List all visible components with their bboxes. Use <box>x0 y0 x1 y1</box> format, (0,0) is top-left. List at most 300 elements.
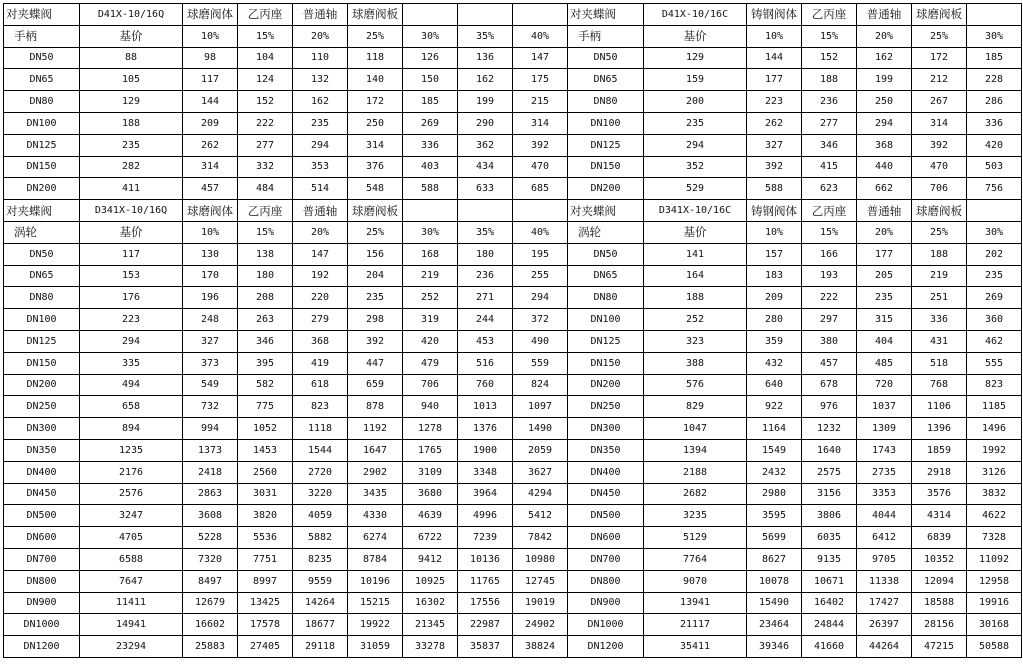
right-pipe-size: DN500 <box>568 505 644 527</box>
right-price-value: 346 <box>802 134 857 156</box>
left-discount-rate: 15% <box>238 25 293 47</box>
right-price-value: 11092 <box>967 548 1022 570</box>
table-row <box>4 396 1022 418</box>
right-operator-label: 涡轮 <box>568 221 644 243</box>
left-price-value: 10196 <box>348 570 403 592</box>
left-price-value: 4059 <box>293 505 348 527</box>
left-price-value: 3348 <box>458 461 513 483</box>
right-pipe-size: DN800 <box>568 570 644 592</box>
left-empty-cell <box>513 4 568 26</box>
right-discount-rate: 20% <box>857 25 912 47</box>
right-price-value: 294 <box>644 134 747 156</box>
left-price-value: 14941 <box>80 614 183 636</box>
right-price-value: 3235 <box>644 505 747 527</box>
right-price-value: 209 <box>747 287 802 309</box>
left-price-value: 98 <box>183 47 238 69</box>
right-price-value: 21117 <box>644 614 747 636</box>
left-price-value: 3435 <box>348 483 403 505</box>
left-price-value: 180 <box>238 265 293 287</box>
table-header-row <box>4 25 1022 47</box>
left-category-title: 对夹蝶阀 <box>4 200 80 222</box>
left-price-value: 10980 <box>513 548 568 570</box>
right-pipe-size: DN450 <box>568 483 644 505</box>
left-price-value: 223 <box>80 309 183 331</box>
left-price-value: 236 <box>458 265 513 287</box>
left-price-value: 2176 <box>80 461 183 483</box>
right-pipe-size: DN400 <box>568 461 644 483</box>
left-price-value: 823 <box>293 396 348 418</box>
left-pipe-size: DN500 <box>4 505 80 527</box>
left-price-value: 7647 <box>80 570 183 592</box>
left-price-value: 294 <box>293 134 348 156</box>
left-price-value: 760 <box>458 374 513 396</box>
right-price-value: 432 <box>747 352 802 374</box>
right-pipe-size: DN100 <box>568 309 644 331</box>
left-price-value: 3031 <box>238 483 293 505</box>
right-price-value: 706 <box>912 178 967 200</box>
right-price-value: 188 <box>802 69 857 91</box>
right-price-value: 623 <box>802 178 857 200</box>
left-pipe-size: DN200 <box>4 178 80 200</box>
left-pipe-size: DN150 <box>4 156 80 178</box>
right-discount-rate: 25% <box>912 25 967 47</box>
right-price-value: 1106 <box>912 396 967 418</box>
left-pipe-size: DN350 <box>4 439 80 461</box>
left-price-value: 332 <box>238 156 293 178</box>
left-discount-rate: 35% <box>458 221 513 243</box>
right-price-value: 1549 <box>747 439 802 461</box>
left-price-value: 2560 <box>238 461 293 483</box>
left-price-value: 353 <box>293 156 348 178</box>
left-pipe-size: DN125 <box>4 134 80 156</box>
left-category-title: 对夹蝶阀 <box>4 4 80 26</box>
left-price-value: 27405 <box>238 636 293 658</box>
right-price-value: 212 <box>912 69 967 91</box>
left-price-value: 220 <box>293 287 348 309</box>
table-row <box>4 287 1022 309</box>
right-price-value: 205 <box>857 265 912 287</box>
left-price-value: 1192 <box>348 418 403 440</box>
left-price-value: 335 <box>80 352 183 374</box>
left-price-value: 88 <box>80 47 183 69</box>
table-row <box>4 374 1022 396</box>
left-price-value: 1900 <box>458 439 513 461</box>
left-price-value: 279 <box>293 309 348 331</box>
left-price-value: 17556 <box>458 592 513 614</box>
right-price-value: 286 <box>967 91 1022 113</box>
left-price-value: 1013 <box>458 396 513 418</box>
right-pipe-size: DN50 <box>568 47 644 69</box>
left-price-value: 373 <box>183 352 238 374</box>
right-price-value: 420 <box>967 134 1022 156</box>
right-price-value: 41660 <box>802 636 857 658</box>
left-price-value: 172 <box>348 91 403 113</box>
left-material-label: 普通轴 <box>293 4 348 26</box>
left-price-value: 132 <box>293 69 348 91</box>
left-price-value: 117 <box>80 243 183 265</box>
right-price-value: 183 <box>747 265 802 287</box>
left-price-value: 144 <box>183 91 238 113</box>
right-price-value: 1164 <box>747 418 802 440</box>
left-price-value: 255 <box>513 265 568 287</box>
left-model-code: D41X-10/16Q <box>80 4 183 26</box>
left-pipe-size: DN150 <box>4 352 80 374</box>
left-discount-rate: 40% <box>513 221 568 243</box>
left-price-value: 548 <box>348 178 403 200</box>
left-pipe-size: DN80 <box>4 91 80 113</box>
left-discount-rate: 40% <box>513 25 568 47</box>
right-price-value: 6035 <box>802 527 857 549</box>
right-price-value: 518 <box>912 352 967 374</box>
left-price-value: 8497 <box>183 570 238 592</box>
right-price-value: 159 <box>644 69 747 91</box>
table-row <box>4 112 1022 134</box>
right-price-value: 9705 <box>857 548 912 570</box>
left-pipe-size: DN900 <box>4 592 80 614</box>
left-discount-rate: 30% <box>403 25 458 47</box>
right-price-value: 976 <box>802 396 857 418</box>
left-price-value: 22987 <box>458 614 513 636</box>
left-price-value: 219 <box>403 265 458 287</box>
right-price-value: 8627 <box>747 548 802 570</box>
left-price-value: 395 <box>238 352 293 374</box>
left-price-value: 29118 <box>293 636 348 658</box>
left-price-value: 775 <box>238 396 293 418</box>
right-price-value: 2188 <box>644 461 747 483</box>
left-price-value: 457 <box>183 178 238 200</box>
right-pipe-size: DN125 <box>568 134 644 156</box>
right-price-value: 251 <box>912 287 967 309</box>
right-price-value: 2432 <box>747 461 802 483</box>
right-price-value: 555 <box>967 352 1022 374</box>
left-price-value: 447 <box>348 352 403 374</box>
right-discount-rate: 15% <box>802 221 857 243</box>
left-price-value: 11411 <box>80 592 183 614</box>
left-price-value: 294 <box>80 330 183 352</box>
right-base-price-label: 基价 <box>644 221 747 243</box>
right-price-value: 129 <box>644 47 747 69</box>
left-price-value: 582 <box>238 374 293 396</box>
left-price-value: 180 <box>458 243 513 265</box>
right-material-label: 乙丙座 <box>802 4 857 26</box>
right-material-label: 球磨阀板 <box>912 200 967 222</box>
left-price-value: 1544 <box>293 439 348 461</box>
right-price-value: 152 <box>802 47 857 69</box>
left-price-value: 368 <box>293 330 348 352</box>
left-price-value: 196 <box>183 287 238 309</box>
right-price-value: 24844 <box>802 614 857 636</box>
left-price-value: 10925 <box>403 570 458 592</box>
right-discount-rate: 10% <box>747 25 802 47</box>
right-price-value: 3832 <box>967 483 1022 505</box>
right-price-value: 640 <box>747 374 802 396</box>
right-base-price-label: 基价 <box>644 25 747 47</box>
left-price-value: 250 <box>348 112 403 134</box>
right-pipe-size: DN80 <box>568 91 644 113</box>
right-price-value: 352 <box>644 156 747 178</box>
right-price-value: 1185 <box>967 396 1022 418</box>
left-price-value: 314 <box>513 112 568 134</box>
right-price-value: 262 <box>747 112 802 134</box>
left-price-value: 336 <box>403 134 458 156</box>
right-price-value: 12094 <box>912 570 967 592</box>
right-price-value: 314 <box>912 112 967 134</box>
left-price-value: 319 <box>403 309 458 331</box>
right-price-value: 1640 <box>802 439 857 461</box>
left-price-value: 5228 <box>183 527 238 549</box>
left-empty-cell <box>458 4 513 26</box>
right-discount-rate: 25% <box>912 221 967 243</box>
left-material-label: 乙丙座 <box>238 200 293 222</box>
left-price-value: 185 <box>403 91 458 113</box>
left-pipe-size: DN400 <box>4 461 80 483</box>
table-row <box>4 134 1022 156</box>
left-price-value: 549 <box>183 374 238 396</box>
left-price-value: 1278 <box>403 418 458 440</box>
valve-price-table <box>3 3 1022 658</box>
left-pipe-size: DN50 <box>4 243 80 265</box>
left-discount-rate: 25% <box>348 221 403 243</box>
left-pipe-size: DN65 <box>4 69 80 91</box>
price-sheet <box>3 3 1017 658</box>
left-price-value: 376 <box>348 156 403 178</box>
left-discount-rate: 10% <box>183 221 238 243</box>
left-price-value: 1097 <box>513 396 568 418</box>
left-pipe-size: DN600 <box>4 527 80 549</box>
left-price-value: 195 <box>513 243 568 265</box>
left-price-value: 392 <box>348 330 403 352</box>
right-price-value: 252 <box>644 309 747 331</box>
left-operator-label: 涡轮 <box>4 221 80 243</box>
table-title-row <box>4 200 1022 222</box>
left-price-value: 8784 <box>348 548 403 570</box>
left-price-value: 9412 <box>403 548 458 570</box>
left-price-value: 262 <box>183 134 238 156</box>
right-price-value: 294 <box>857 112 912 134</box>
left-price-value: 411 <box>80 178 183 200</box>
right-price-value: 223 <box>747 91 802 113</box>
right-pipe-size: DN250 <box>568 396 644 418</box>
left-discount-rate: 20% <box>293 25 348 47</box>
left-pipe-size: DN125 <box>4 330 80 352</box>
right-empty-cell <box>967 200 1022 222</box>
left-price-value: 175 <box>513 69 568 91</box>
left-price-value: 878 <box>348 396 403 418</box>
left-price-value: 7751 <box>238 548 293 570</box>
right-price-value: 1743 <box>857 439 912 461</box>
left-pipe-size: DN80 <box>4 287 80 309</box>
right-pipe-size: DN100 <box>568 112 644 134</box>
left-price-value: 824 <box>513 374 568 396</box>
left-price-value: 588 <box>403 178 458 200</box>
left-price-value: 19922 <box>348 614 403 636</box>
left-price-value: 3247 <box>80 505 183 527</box>
right-discount-rate: 30% <box>967 221 1022 243</box>
left-price-value: 372 <box>513 309 568 331</box>
left-price-value: 168 <box>403 243 458 265</box>
left-price-value: 282 <box>80 156 183 178</box>
left-price-value: 12745 <box>513 570 568 592</box>
left-price-value: 235 <box>293 112 348 134</box>
right-price-value: 415 <box>802 156 857 178</box>
table-row <box>4 636 1022 658</box>
right-price-value: 44264 <box>857 636 912 658</box>
right-category-title: 对夹蝶阀 <box>568 200 644 222</box>
right-empty-cell <box>967 4 1022 26</box>
table-row <box>4 265 1022 287</box>
right-price-value: 5129 <box>644 527 747 549</box>
left-discount-rate: 35% <box>458 25 513 47</box>
right-price-value: 188 <box>912 243 967 265</box>
left-price-value: 188 <box>80 112 183 134</box>
left-price-value: 403 <box>403 156 458 178</box>
left-base-price-label: 基价 <box>80 221 183 243</box>
left-price-value: 7320 <box>183 548 238 570</box>
left-price-value: 685 <box>513 178 568 200</box>
right-price-value: 18588 <box>912 592 967 614</box>
right-pipe-size: DN65 <box>568 265 644 287</box>
right-price-value: 336 <box>967 112 1022 134</box>
right-price-value: 829 <box>644 396 747 418</box>
right-price-value: 236 <box>802 91 857 113</box>
left-price-value: 658 <box>80 396 183 418</box>
left-price-value: 5882 <box>293 527 348 549</box>
left-price-value: 17578 <box>238 614 293 636</box>
right-price-value: 250 <box>857 91 912 113</box>
right-price-value: 9070 <box>644 570 747 592</box>
right-model-code: D341X-10/16C <box>644 200 747 222</box>
right-price-value: 30168 <box>967 614 1022 636</box>
table-row <box>4 178 1022 200</box>
right-pipe-size: DN200 <box>568 178 644 200</box>
left-empty-cell <box>403 200 458 222</box>
left-pipe-size: DN300 <box>4 418 80 440</box>
left-price-value: 479 <box>403 352 458 374</box>
left-price-value: 1376 <box>458 418 513 440</box>
left-price-value: 4705 <box>80 527 183 549</box>
left-price-value: 208 <box>238 287 293 309</box>
left-price-value: 263 <box>238 309 293 331</box>
right-price-value: 576 <box>644 374 747 396</box>
left-price-value: 1373 <box>183 439 238 461</box>
right-price-value: 392 <box>912 134 967 156</box>
left-price-value: 21345 <box>403 614 458 636</box>
left-price-value: 277 <box>238 134 293 156</box>
right-price-value: 26397 <box>857 614 912 636</box>
left-price-value: 514 <box>293 178 348 200</box>
left-price-value: 162 <box>458 69 513 91</box>
left-price-value: 4330 <box>348 505 403 527</box>
left-price-value: 494 <box>80 374 183 396</box>
left-price-value: 516 <box>458 352 513 374</box>
left-price-value: 129 <box>80 91 183 113</box>
left-material-label: 普通轴 <box>293 200 348 222</box>
left-pipe-size: DN65 <box>4 265 80 287</box>
left-price-value: 5536 <box>238 527 293 549</box>
left-price-value: 104 <box>238 47 293 69</box>
right-price-value: 720 <box>857 374 912 396</box>
right-price-value: 462 <box>967 330 1022 352</box>
right-price-value: 359 <box>747 330 802 352</box>
left-price-value: 434 <box>458 156 513 178</box>
left-price-value: 176 <box>80 287 183 309</box>
right-price-value: 503 <box>967 156 1022 178</box>
right-material-label: 铸钢阀体 <box>747 4 802 26</box>
right-price-value: 2682 <box>644 483 747 505</box>
right-price-value: 529 <box>644 178 747 200</box>
left-price-value: 4294 <box>513 483 568 505</box>
left-price-value: 140 <box>348 69 403 91</box>
left-price-value: 136 <box>458 47 513 69</box>
left-discount-rate: 20% <box>293 221 348 243</box>
right-price-value: 269 <box>967 287 1022 309</box>
left-price-value: 31059 <box>348 636 403 658</box>
left-price-value: 994 <box>183 418 238 440</box>
left-price-value: 204 <box>348 265 403 287</box>
left-price-value: 11765 <box>458 570 513 592</box>
right-price-value: 11338 <box>857 570 912 592</box>
left-price-value: 35837 <box>458 636 513 658</box>
left-price-value: 6722 <box>403 527 458 549</box>
left-price-value: 117 <box>183 69 238 91</box>
table-row <box>4 505 1022 527</box>
right-price-value: 144 <box>747 47 802 69</box>
left-price-value: 559 <box>513 352 568 374</box>
right-pipe-size: DN700 <box>568 548 644 570</box>
right-pipe-size: DN200 <box>568 374 644 396</box>
right-price-value: 235 <box>967 265 1022 287</box>
right-price-value: 199 <box>857 69 912 91</box>
left-price-value: 1235 <box>80 439 183 461</box>
left-price-value: 16302 <box>403 592 458 614</box>
left-price-value: 940 <box>403 396 458 418</box>
left-price-value: 2059 <box>513 439 568 461</box>
right-price-value: 392 <box>747 156 802 178</box>
left-price-value: 1118 <box>293 418 348 440</box>
table-row <box>4 243 1022 265</box>
right-material-label: 普通轴 <box>857 200 912 222</box>
left-discount-rate: 15% <box>238 221 293 243</box>
left-price-value: 153 <box>80 265 183 287</box>
right-price-value: 336 <box>912 309 967 331</box>
right-price-value: 177 <box>747 69 802 91</box>
right-pipe-size: DN125 <box>568 330 644 352</box>
right-price-value: 202 <box>967 243 1022 265</box>
left-price-value: 199 <box>458 91 513 113</box>
left-price-value: 3627 <box>513 461 568 483</box>
left-price-value: 105 <box>80 69 183 91</box>
left-discount-rate: 30% <box>403 221 458 243</box>
right-price-value: 15490 <box>747 592 802 614</box>
left-price-value: 152 <box>238 91 293 113</box>
left-price-value: 298 <box>348 309 403 331</box>
table-row <box>4 527 1022 549</box>
left-price-value: 327 <box>183 330 238 352</box>
right-price-value: 157 <box>747 243 802 265</box>
left-price-value: 18677 <box>293 614 348 636</box>
table-title-row <box>4 4 1022 26</box>
right-price-value: 4622 <box>967 505 1022 527</box>
right-material-label: 铸钢阀体 <box>747 200 802 222</box>
left-price-value: 7842 <box>513 527 568 549</box>
table-row <box>4 614 1022 636</box>
left-price-value: 470 <box>513 156 568 178</box>
right-price-value: 10671 <box>802 570 857 592</box>
left-price-value: 150 <box>403 69 458 91</box>
left-price-value: 15215 <box>348 592 403 614</box>
right-price-value: 193 <box>802 265 857 287</box>
right-price-value: 768 <box>912 374 967 396</box>
